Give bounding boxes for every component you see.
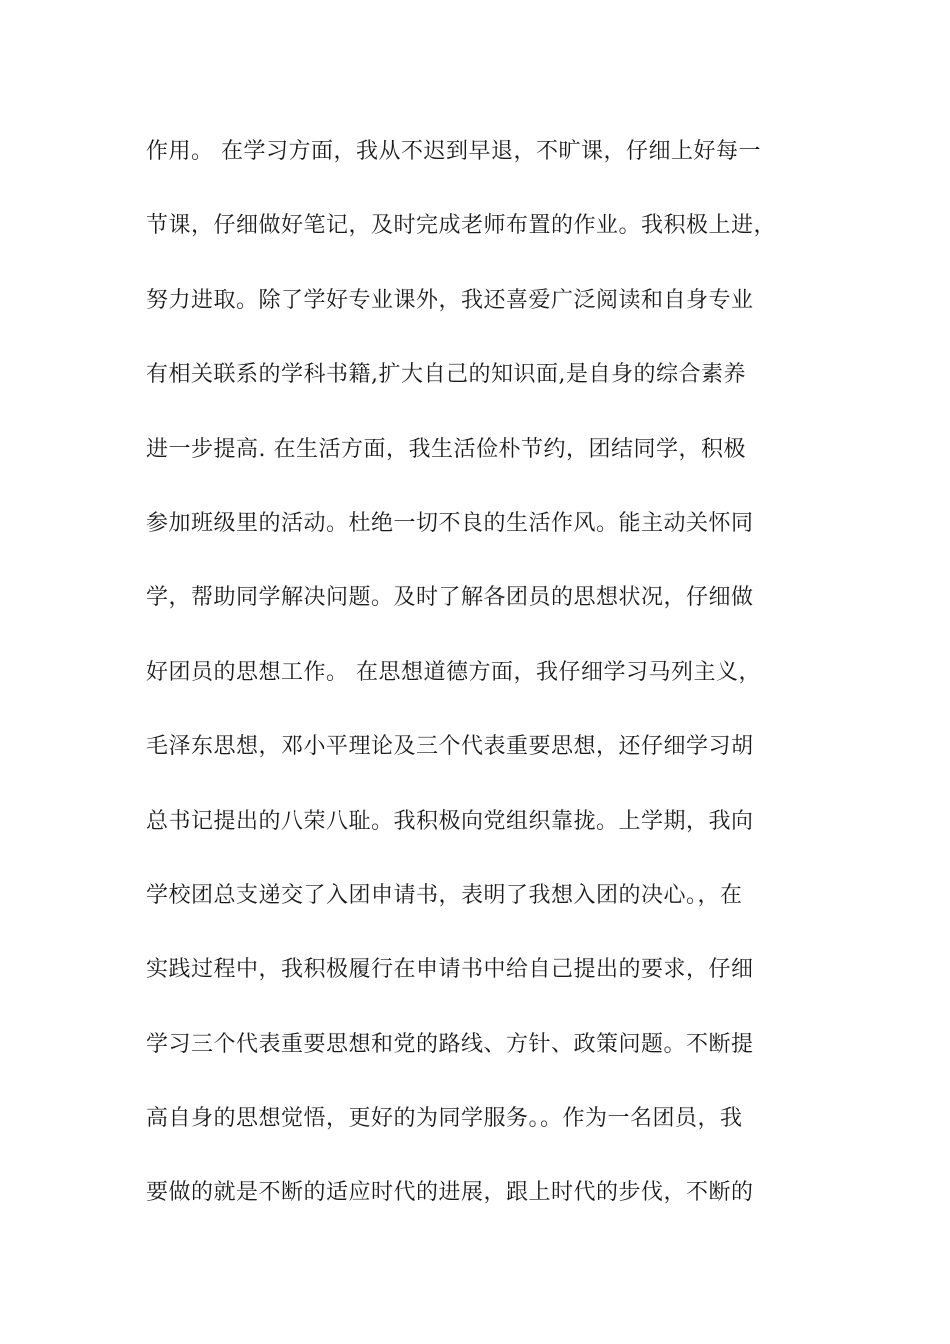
text-line-1: 作用。 在学习方面，我从不迟到早退，不旷课，仔细上好每一: [146, 139, 761, 164]
text-line-7: 学，帮助同学解决问题。及时了解各团员的思想状况，仔细做: [146, 585, 754, 611]
text-line-9: 毛泽东思想，邓小平理论及三个代表重要思想，还仔细学习胡: [146, 734, 754, 760]
text-line-5: 进一步提高. 在生活方面，我生活俭朴节约，团结同学，积极: [146, 436, 746, 462]
body-text: [146, 130, 826, 1246]
text-line-3: 努力进取。除了学好专业课外，我还喜爱广泛阅读和自身专业: [146, 287, 754, 313]
text-line-2: 节课，仔细做好笔记，及时完成老师布置的作业。我积极上进，: [146, 213, 777, 239]
text-line-11: 学校团总支递交了入团申请书，表明了我想入团的决心。，在: [146, 882, 743, 908]
text-line-10: 总书记提出的八荣八耻。我积极向党组织靠拢。上学期，我向: [146, 808, 754, 834]
text-line-13: 学习三个代表重要思想和党的路线、方针、政策问题。不断提: [146, 1031, 754, 1057]
text-line-14: 高自身的思想觉悟，更好的为同学服务。。作为一名团员，我: [146, 1106, 743, 1132]
text-line-4: 有相关联系的学科书籍,扩大自己的知识面,是自身的综合素养: [146, 362, 746, 388]
text-line-6: 参加班级里的活动。杜绝一切不良的生活作风。能主动关怀同: [146, 510, 754, 536]
text-line-15: 要做的就是不断的适应时代的进展，跟上时代的步伐，不断的: [146, 1180, 754, 1206]
text-line-8: 好团员的思想工作。 在思想道德方面，我仔细学习马列主义，: [146, 659, 761, 685]
text-line-12: 实践过程中，我积极履行在申请书中给自己提出的要求，仔细: [146, 957, 754, 983]
